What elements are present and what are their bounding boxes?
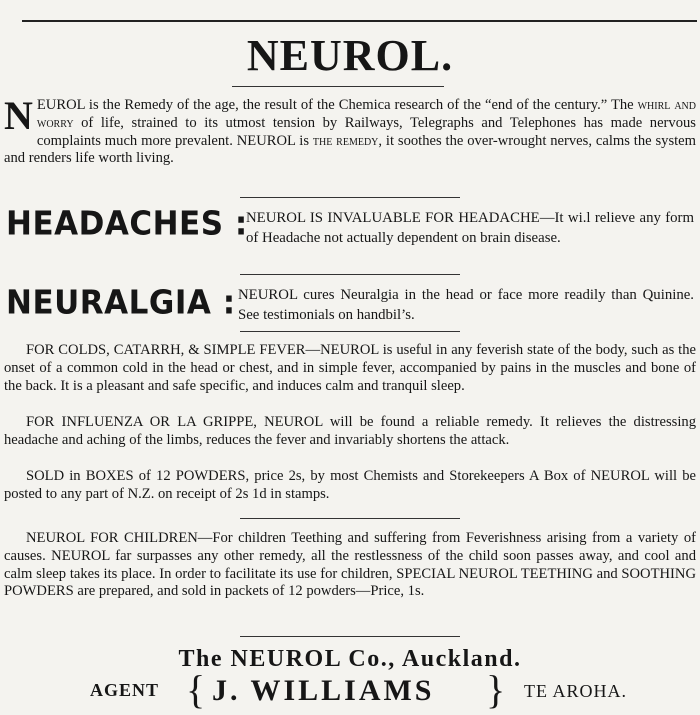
- section-divider-4: [240, 518, 460, 519]
- intro-text-2: of life, strained to its utmost tension by Railways, Telegraphs and Telephones has made nervous complaints much more prevalent. NEUROL is: [36, 114, 696, 149]
- right-brace: }: [486, 667, 506, 712]
- section-divider-2: [240, 274, 460, 275]
- headaches-colon: :: [234, 205, 248, 243]
- intro-smallcaps-2: the remedy: [312, 132, 379, 149]
- sold-paragraph: SOLD in BOXES of 12 POWDERS, price 2s, by most Chemists and Storekeepers A Box of NEUROL will be posted to any part of N.Z. on receipt of 2s 1d in stamps.: [4, 468, 696, 502]
- neuralgia-heading: [6, 284, 236, 322]
- headaches-heading: [6, 205, 248, 243]
- headaches-heading-text: HEADACHES: [6, 205, 224, 243]
- neuralgia-text: NEUROL cures Neuralgia in the head or face more readily than Quinine. See testimonials on handbil’s.: [238, 287, 694, 323]
- intro-smallcaps-1: whirl and worry: [36, 97, 696, 131]
- intro-dropcap: N: [4, 93, 33, 138]
- left-brace: {: [186, 667, 206, 712]
- section-divider-3: [240, 331, 460, 332]
- advert-title: NEUROL.: [246, 31, 454, 80]
- neuralgia-colon: :: [222, 284, 236, 322]
- agent-location: TE AROHA.: [524, 681, 627, 701]
- headaches-text: NEUROL IS INVALUABLE FOR HEADACHE—It wi.l relieve any form of Headache not actually dependent on brain disease.: [246, 210, 694, 246]
- top-rule: [22, 20, 697, 22]
- title-underline: [232, 86, 444, 87]
- agent-row: [0, 667, 700, 714]
- agent-label: AGENT: [90, 680, 160, 700]
- section-divider-1: [240, 197, 460, 198]
- children-paragraph: NEUROL FOR CHILDREN—For children Teething and suffering from Feverishness arising from a variety of causes. NEUROL far surpasses any other remedy, all the restlessness of the child soon passes away, and cool and calm sleep takes its place. In order to facilitate its use for children, SPECIAL NEUROL TEETHING and SOOTHING POWDERS are prepared, and sold in packets of 12 powders—Price, 1s.: [4, 530, 696, 600]
- neuralgia-heading-text: NEURALGIA: [6, 284, 212, 322]
- colds-paragraph: FOR COLDS, CATARRH, & SIMPLE FEVER—NEUROL is useful in any feverish state of the body, such as the onset of a common cold in the head or chest, and in simple fever, accompanied by pains in the muscles and bone of the back. It is a pleasant and safe specific, and induces calm and tranquil sleep.: [4, 342, 696, 394]
- intro-paragraph: [4, 93, 697, 168]
- company-line: The NEUROL Co., Auckland.: [178, 646, 522, 672]
- influenza-paragraph: FOR INFLUENZA OR LA GRIPPE, NEUROL will be found a reliable remedy. It relieves the distressing headache and aching of the limbs, reduces the fever and invariably shortens the attack.: [4, 414, 696, 448]
- intro-text-1: EUROL is the Remedy of the age, the result of the Chemica research of the “end of the century.” The: [36, 97, 638, 113]
- intro-text-3: , it soothes the over-wrought nerves, calms the system and renders life worth living.: [4, 132, 697, 167]
- agent-name: J. WILLIAMS: [212, 674, 435, 707]
- section-divider-5: [240, 636, 460, 637]
